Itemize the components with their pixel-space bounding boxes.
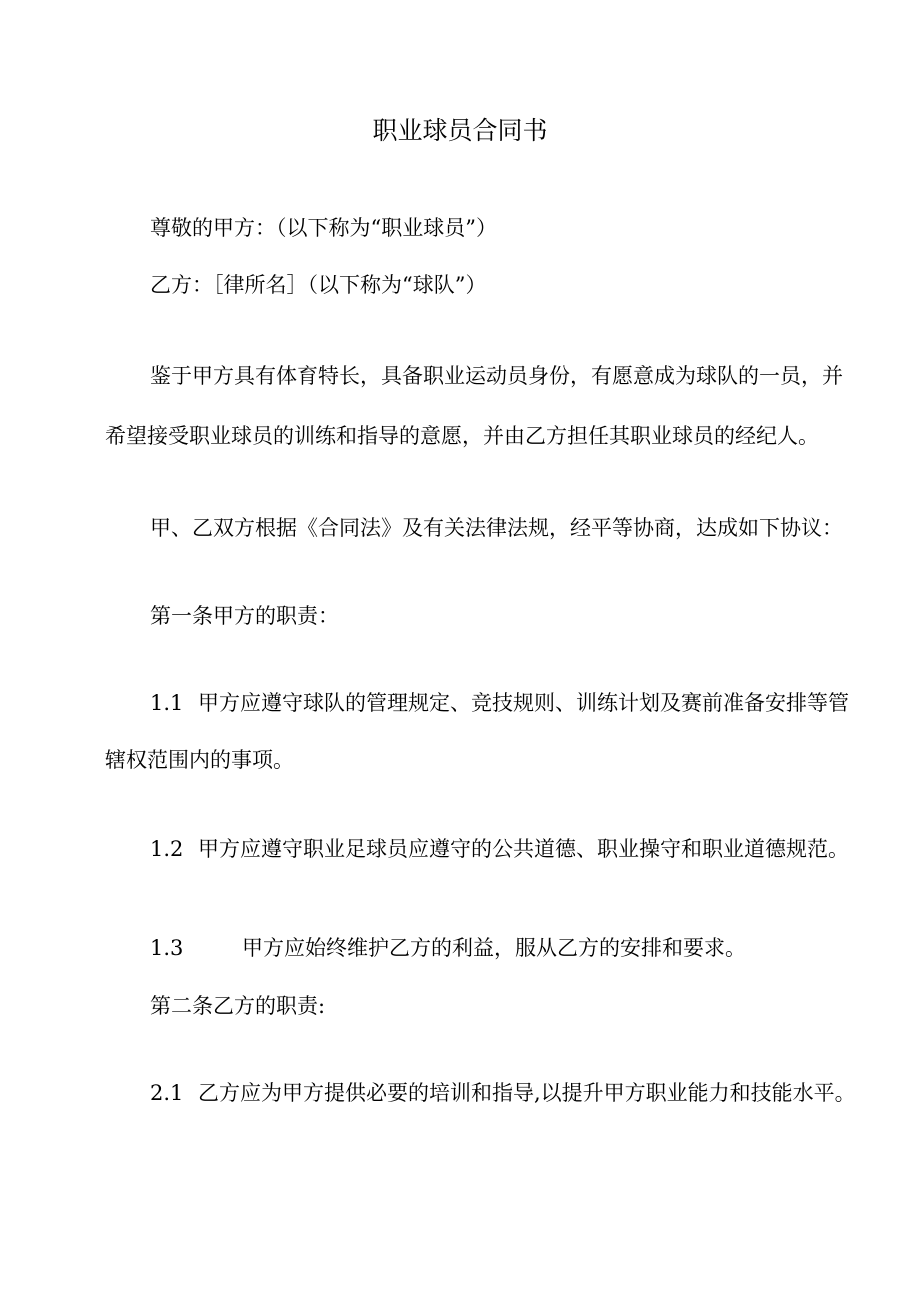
clause-2-1-number: 2.1 xyxy=(150,1081,184,1105)
party-b-line: 乙方：［律所名］（以下称为“球队”） xyxy=(150,273,487,297)
clause-1-2 xyxy=(150,836,849,862)
preamble-line-2: 希望接受职业球员的训练和指导的意愿，并由乙方担任其职业球员的经纪人。 xyxy=(105,424,819,448)
agreement-intro: 甲、乙双方根据《合同法》及有关法律法规，经平等协商，达成如下协议： xyxy=(150,516,843,540)
clause-1-1-text: 甲方应遵守球队的管理规定、竞技规则、训练计划及赛前准备安排等管 xyxy=(198,691,849,715)
clause-1-3-text: 甲方应始终维护乙方的利益，服从乙方的安排和要求。 xyxy=(242,936,746,960)
clause-1-3 xyxy=(150,935,746,961)
article-1-heading: 第一条甲方的职责： xyxy=(150,604,339,628)
clause-2-1 xyxy=(150,1080,856,1106)
article-2-heading: 第二条乙方的职责: xyxy=(150,994,326,1018)
clause-2-1-text: 乙方应为甲方提供必要的培训和指导,以提升甲方职业能力和技能水平。 xyxy=(198,1081,856,1105)
clause-1-1 xyxy=(150,690,849,716)
clause-1-2-number: 1.2 xyxy=(150,837,184,861)
clause-1-2-text: 甲方应遵守职业足球员应遵守的公共道德、职业操守和职业道德规范。 xyxy=(198,837,849,861)
clause-1-3-number: 1.3 xyxy=(150,936,184,960)
clause-1-1-continuation: 辖权范围内的事项。 xyxy=(105,748,294,772)
clause-1-1-number: 1.1 xyxy=(150,691,184,715)
preamble-line-1: 鉴于甲方具有体育特长，具备职业运动员身份，有愿意成为球队的一员，并 xyxy=(150,364,843,388)
document-title: 职业球员合同书 xyxy=(372,116,548,145)
party-a-line: 尊敬的甲方：（以下称为“职业球员”） xyxy=(150,216,497,240)
